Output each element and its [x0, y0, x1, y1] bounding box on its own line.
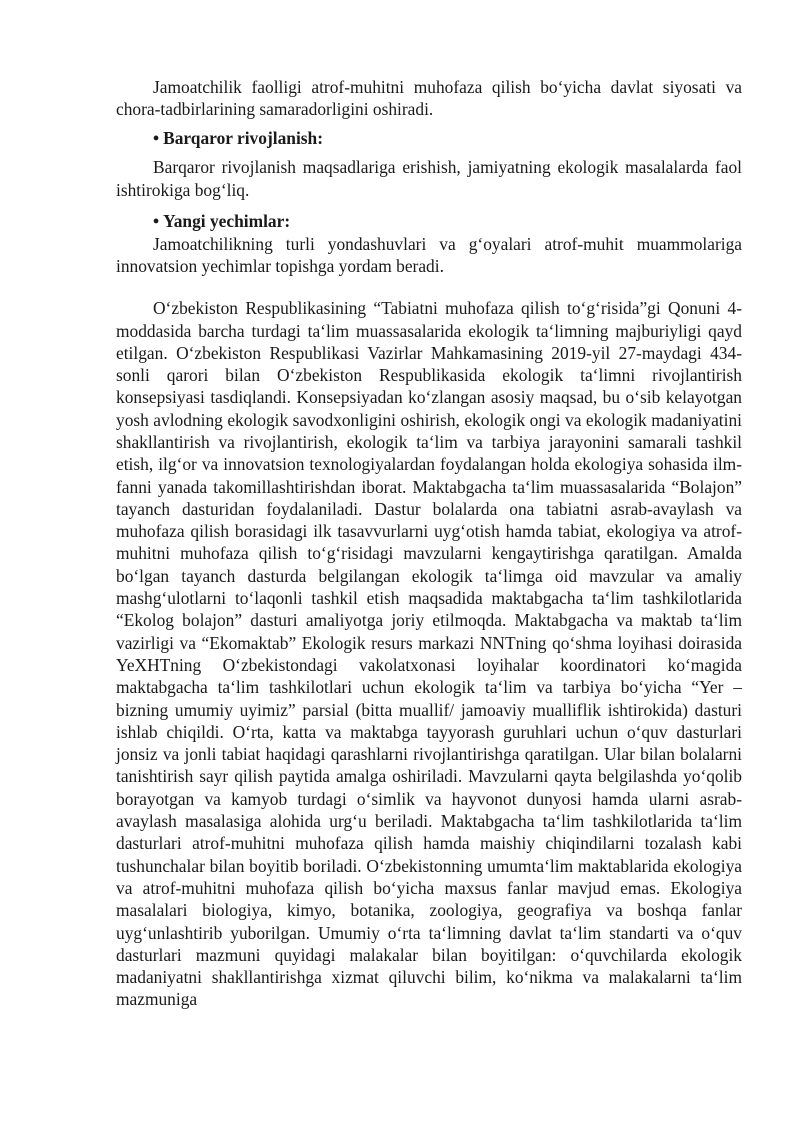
- bullet-icon: •: [153, 210, 160, 231]
- heading-yangi-yechimlar: [116, 209, 742, 233]
- document-page: [116, 76, 742, 1011]
- heading-text: Barqaror rivojlanish:: [163, 128, 324, 149]
- bullet-icon: •: [153, 128, 160, 149]
- heading-text: Yangi yechimlar:: [163, 210, 291, 231]
- yangi-yechimlar-paragraph: Jamoatchilikning turli yondashuvlari va g‘oyalari atrof-muhit muammolariga innovatsion yechimlar topishga yordam beradi.: [116, 233, 742, 277]
- barqaror-rivojlanish-paragraph: Barqaror rivojlanish maqsadlariga erishish, jamiyatning ekologik masalalarda faol ishtirokiga bog‘liq.: [116, 157, 742, 200]
- main-paragraph: O‘zbekiston Respublikasining “Tabiatni muhofaza qilish to‘g‘risida”gi Qonuni 4-moddasida barcha turdagi ta‘lim muassasalarida ekologik ta‘limning majburiyligi qayd etilgan. O‘zbekiston Respublikasi Vazirlar Mahkamasining 2019-yil 27-maydagi 434-sonli qarori bilan O‘zbekiston Respublikasida ekologik ta‘limni rivojlantirish konsepsiyasi tasdiqlandi. Konsepsiyadan ko‘zlangan asosiy maqsad, bu o‘sib kelayotgan yosh avlodning ekologik savodxonligini oshirish, ekologik ongi va ekologik madaniyatini shakllantirish va rivojlantirish, ekologik ta‘lim va tarbiya jarayonini samarali tashkil etish, ilg‘or va innovatsion texnologiyalardan foydalangan holda ekologiya sohasida ilm-fanni yanada takomillashtirishdan iborat. Maktabgacha ta‘lim muassasalarida “Bolajon” tayanch dasturidan foydalaniladi. Dastur bolalarda ona tabiatni asrab-avaylash va muhofaza qilish borasidagi ilk tasavvurlarni uyg‘otish hamda tabiat, ekologiya va atrof-muhitni muhofaza qilish to‘g‘risidagi mavzularni kengaytirishga qaratilgan. Amalda bo‘lgan tayanch dasturda belgilangan ekologik ta‘limga oid mavzular va amaliy mashg‘ulotlarni to‘laqonli tashkil etish maqsadida maktabgacha ta‘lim tashkilotlarida “Ekolog bolajon” dasturi amaliyotga joriy etilmoqda. Maktabgacha va maktab ta‘lim vazirligi va “Ekomaktab” Ekologik resurs markazi NNTning qo‘shma loyihasi doirasida YeXHTning O‘zbekistondagi vakolatxonasi loyihalar koordinatori ko‘magida maktabgacha ta‘lim tashkilotlari uchun ekologik ta‘lim va tarbiya bo‘yicha “Yer – bizning umumiy uyimiz” parsial (bitta muallif/ jamoaviy mualliflik ishtirokida) dasturi ishlab chiqildi. O‘rta, katta va maktabga tayyorash guruhlari uchun o‘quv dasturlari jonsiz va jonli tabiat haqidagi qarashlarni rivojlantirishga qaratilgan. Ular bilan bolalarni tanishtirish sayr qilish paytida amalga oshiriladi. Mavzularni qayta belgilashda yo‘qolib borayotgan va kamyob turdagi o‘simlik va hayvonot dunyosi hamda ularni asrab-avaylash masalasiga alohida urg‘u beriladi. Maktabgacha ta‘lim tashkilotlarida ta‘lim dasturlari atrof-muhitni muhofaza qilish hamda maishiy chiqindilarni tozalash kabi tushunchalar bilan boyitib boriladi. O‘zbekistonning umumta‘lim maktablarida ekologiya va atrof-muhitni muhofaza qilish bo‘yicha maxsus fanlar mavjud emas. Ekologiya masalalari biologiya, kimyo, botanika, zoologiya, geografiya va boshqa fanlar uyg‘unlashtirib yuborilgan. Umumiy o‘rta ta‘limning davlat ta‘lim standarti va o‘quv dasturlari mazmuni quyidagi malakalar bilan boyitilgan: o‘quvchilarda ekologik madaniyatni shakllantirishga xizmat qiluvchi bilim, ko‘nikma va malakalarni ta‘lim mazmuniga: [116, 298, 742, 1010]
- heading-barqaror-rivojlanish: [116, 126, 742, 150]
- intro-paragraph: Jamoatchilik faolligi atrof-muhitni muhofaza qilish bo‘yicha davlat siyosati va chora-tadbirlarining samaradorligini oshiradi.: [116, 77, 742, 120]
